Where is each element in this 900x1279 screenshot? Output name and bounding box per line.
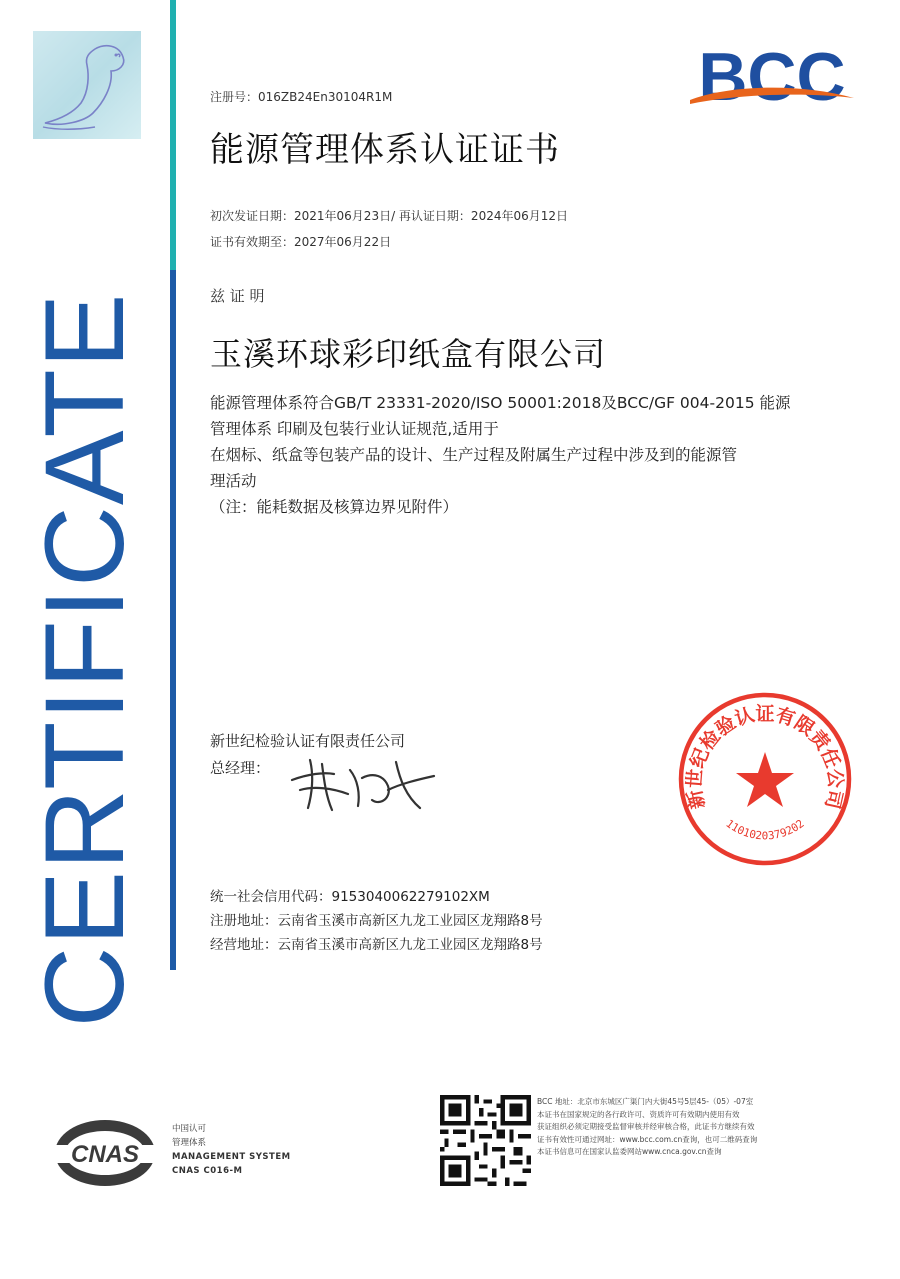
signature	[288, 750, 438, 816]
footer-line: 证书有效性可通过网址：www.bcc.com.cn查询，也可二维码查询	[537, 1134, 758, 1144]
certificate-title: 能源管理体系认证证书	[210, 130, 560, 170]
scope-line: 理活动	[210, 472, 257, 490]
gm-label: 总经理：	[210, 759, 271, 777]
scope-note: （注：能耗数据及核算边界见附件）	[210, 498, 459, 516]
issue-dates: 初次发证日期：2021年06月23日/ 再认证日期：2024年06月12日	[210, 209, 569, 223]
scope-line: 在烟标、纸盒等包装产品的设计、生产过程及附属生产过程中涉及到的能源管	[210, 446, 738, 464]
bcc-logo-text: BCC	[698, 42, 846, 115]
certify-label: 兹 证 明	[210, 287, 265, 305]
seal-number: 1101020379202	[723, 816, 807, 843]
svg-text:1101020379202	[723, 817, 806, 842]
cnas-line: 中国认可	[172, 1124, 207, 1134]
qr-code[interactable]	[440, 1095, 531, 1186]
footer-line: BCC 地址：北京市东城区广渠门内大街45号5层45-（05）-07室	[537, 1097, 754, 1106]
footer-line: 本证书信息可在国家认监委网站www.cnca.gov.cn查询	[537, 1147, 722, 1156]
bcc-logo	[686, 42, 858, 116]
credit-code: 统一社会信用代码：9153040062279102XM	[210, 889, 490, 905]
issuer-name: 新世纪检验认证有限责任公司	[210, 732, 406, 750]
footer-notes	[537, 1096, 782, 1159]
scope-text	[210, 390, 850, 520]
cnas-line: MANAGEMENT SYSTEM	[172, 1152, 291, 1162]
cnas-accreditation-text	[172, 1122, 291, 1178]
cnas-logo	[52, 1116, 158, 1190]
certified-organization: 玉溪环球彩印纸盒有限公司	[210, 335, 607, 373]
scope-line: 能源管理体系符合GB/T 23331-2020/ISO 50001:2018及BCC/GF 004-2015 能源	[210, 394, 791, 412]
registration-number: 注册号：016ZB24En30104R1M	[210, 90, 393, 104]
cnas-logo-text: CNAS	[70, 1141, 140, 1168]
scope-line: 管理体系 印刷及包装行业认证规范,适用于	[210, 420, 499, 438]
side-accent-bar	[170, 0, 176, 970]
cnas-line: 管理体系	[172, 1138, 207, 1148]
beaver-icon	[33, 31, 141, 139]
business-address: 经营地址：云南省玉溪市高新区九龙工业园区龙翔路8号	[210, 937, 543, 953]
anti-counterfeit-badge	[33, 31, 141, 139]
footer-line: 本证书在国家规定的各行政许可、资质许可有效期内使用有效	[537, 1109, 740, 1119]
valid-until: 证书有效期至：2027年06月22日	[210, 235, 392, 249]
seal-text: 新世纪检验认证有限责任公司	[683, 703, 847, 811]
certificate-vertical-title: CERTIFICATE	[22, 292, 147, 1028]
cnas-line: CNAS C016-M	[172, 1166, 243, 1176]
footer-line: 获证组织必须定期接受监督审核并经审核合格，此证书方继续有效	[537, 1122, 755, 1131]
official-seal	[676, 690, 854, 868]
registered-address: 注册地址：云南省玉溪市高新区九龙工业园区龙翔路8号	[210, 913, 543, 929]
